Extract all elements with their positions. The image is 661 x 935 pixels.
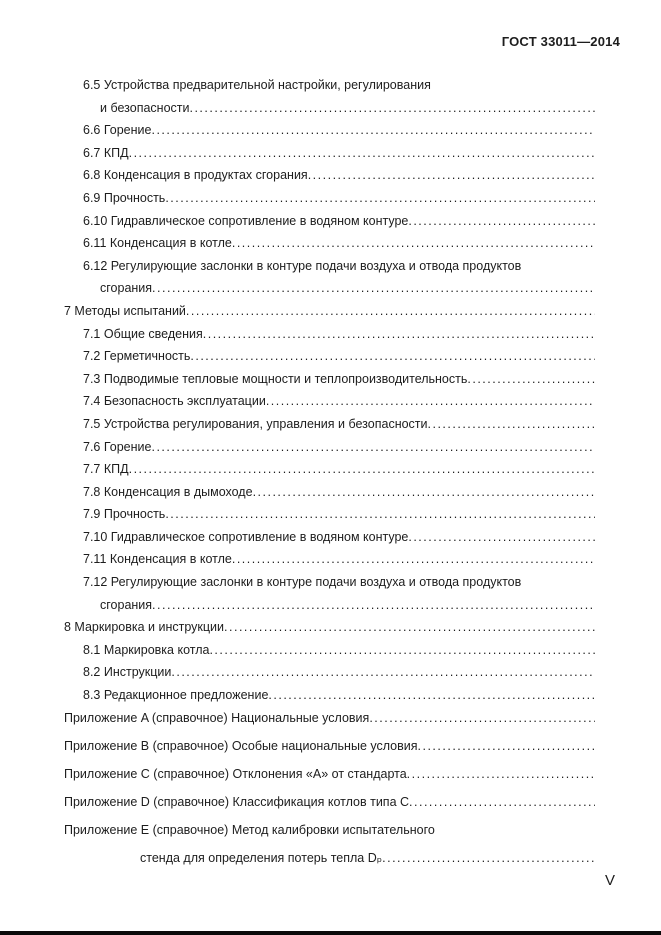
dot-leader	[152, 277, 595, 300]
document-header-title: ГОСТ 33011—2014	[501, 34, 620, 49]
dot-leader	[203, 323, 595, 346]
toc-line	[64, 661, 595, 684]
dot-leader	[129, 458, 595, 481]
dot-leader	[369, 707, 595, 730]
toc-entry-text: 7.9 Прочность	[83, 507, 166, 522]
toc-entry-text: 7.2 Герметичность	[83, 349, 191, 364]
toc-line	[64, 413, 595, 436]
toc-line	[64, 368, 595, 391]
dot-leader	[232, 232, 595, 255]
dot-leader	[407, 763, 595, 786]
toc-entry-text: 7.10 Гидравлическое сопротивление в водяном контуре	[83, 529, 409, 544]
toc-line	[64, 142, 595, 165]
dot-leader	[224, 616, 595, 639]
dot-leader	[171, 661, 595, 684]
dot-leader	[409, 791, 595, 814]
toc-entry-text: Приложение C (справочное) Отклонения «А» от стандарта	[64, 766, 407, 781]
toc-line	[64, 210, 595, 233]
dot-leader	[382, 847, 595, 870]
toc-line	[64, 119, 595, 142]
toc-entry-text: 8.2 Инструкции	[83, 665, 172, 680]
toc-line	[64, 74, 595, 97]
dot-leader	[268, 684, 595, 707]
dot-leader	[186, 300, 595, 323]
dot-leader	[209, 639, 595, 662]
toc-entry-text: и безопасности	[100, 100, 190, 115]
toc-line	[64, 436, 595, 459]
dot-leader	[189, 97, 595, 120]
toc-entry-text: 7.1 Общие сведения	[83, 326, 203, 341]
toc-line	[64, 548, 595, 571]
dot-leader	[266, 390, 595, 413]
toc-entry-text: 8.1 Маркировка котла	[83, 642, 210, 657]
dot-leader	[151, 119, 595, 142]
toc-line	[64, 616, 595, 639]
toc-line	[64, 481, 595, 504]
toc-line	[64, 323, 595, 346]
dot-leader	[190, 345, 595, 368]
toc-line	[64, 526, 595, 549]
dot-leader	[129, 142, 595, 165]
toc-entry-text: 6.6 Горение	[83, 123, 152, 138]
dot-leader	[408, 210, 595, 233]
toc-line	[64, 458, 595, 481]
toc-line	[64, 819, 595, 842]
toc-line	[64, 187, 595, 210]
toc-line	[64, 503, 595, 526]
toc-entry-text: 6.10 Гидравлическое сопротивление в водяном контуре	[83, 213, 409, 228]
toc-line	[64, 277, 595, 300]
dot-leader	[418, 735, 595, 758]
toc-entry-text: 7.11 Конденсация в котле	[83, 552, 232, 567]
toc-line	[64, 707, 595, 730]
toc-entry-text: 6.7 КПД	[83, 145, 129, 160]
toc-list	[64, 74, 595, 869]
toc-line	[64, 345, 595, 368]
toc-line	[64, 594, 595, 617]
toc-line	[64, 232, 595, 255]
toc-entry-text: 7.7 КПД	[83, 462, 129, 477]
dot-leader	[151, 436, 595, 459]
toc-line	[64, 97, 595, 120]
dot-leader	[428, 413, 595, 436]
dot-leader	[253, 481, 595, 504]
toc-entry-text: 6.12 Регулирующие заслонки в контуре подачи воздуха и отвода продуктов	[83, 258, 522, 273]
dot-leader	[152, 594, 595, 617]
toc-line	[64, 735, 595, 758]
toc-line	[64, 763, 595, 786]
page-number: V	[604, 872, 615, 889]
toc-entry-text: 7.8 Конденсация в дымоходе	[83, 484, 253, 499]
toc-entry-text: Приложение A (справочное) Национальные условия	[64, 710, 370, 725]
toc-line	[64, 791, 595, 814]
toc-entry-text: 7.6 Горение	[83, 439, 152, 454]
toc-entry-text: Приложение B (справочное) Особые национальные условия	[64, 738, 418, 753]
dot-leader	[165, 187, 595, 210]
dot-leader	[467, 368, 595, 391]
toc-entry-text: 7.5 Устройства регулирования, управления и безопасности	[83, 416, 428, 431]
toc-line	[64, 164, 595, 187]
toc-entry-text: 6.8 Конденсация в продуктах сгорания	[83, 168, 308, 183]
toc-line	[64, 390, 595, 413]
toc-entry-text: 8 Маркировка и инструкции	[64, 620, 225, 635]
toc-entry-text: 8.3 Редакционное предложение	[83, 688, 269, 703]
toc-entry-text: сгорания	[100, 281, 153, 296]
dot-leader	[308, 164, 595, 187]
toc-entry-text: стенда для определения потерь тепла Dₚ	[140, 850, 383, 865]
dot-leader	[232, 548, 595, 571]
toc-entry-text: 6.9 Прочность	[83, 190, 166, 205]
dot-leader	[408, 526, 595, 549]
toc-line	[64, 255, 595, 278]
toc-entry-text: сгорания	[100, 597, 153, 612]
toc-line	[64, 847, 595, 870]
toc-entry-text: 7.4 Безопасность эксплуатации	[83, 394, 266, 409]
toc-entry-text: 7.3 Подводимые тепловые мощности и теплопроизводительность	[83, 371, 468, 386]
toc-entry-text: 7.12 Регулирующие заслонки в контуре подачи воздуха и отвода продуктов	[83, 575, 522, 590]
dot-leader	[165, 503, 595, 526]
scan-bottom-edge	[0, 931, 661, 935]
toc-entry-text: Приложение D (справочное) Классификация котлов типа С	[64, 794, 410, 809]
toc-entry-text: 7 Методы испытаний	[64, 303, 186, 318]
toc-entry-text: Приложение E (справочное) Метод калибровки испытательного	[64, 822, 435, 837]
toc-line	[64, 639, 595, 662]
toc-line	[64, 300, 595, 323]
toc-entry-text: 6.5 Устройства предварительной настройки, регулирования	[83, 78, 431, 92]
toc-line	[64, 571, 595, 594]
toc-line	[64, 684, 595, 707]
toc-entry-text: 6.11 Конденсация в котле	[83, 236, 232, 251]
